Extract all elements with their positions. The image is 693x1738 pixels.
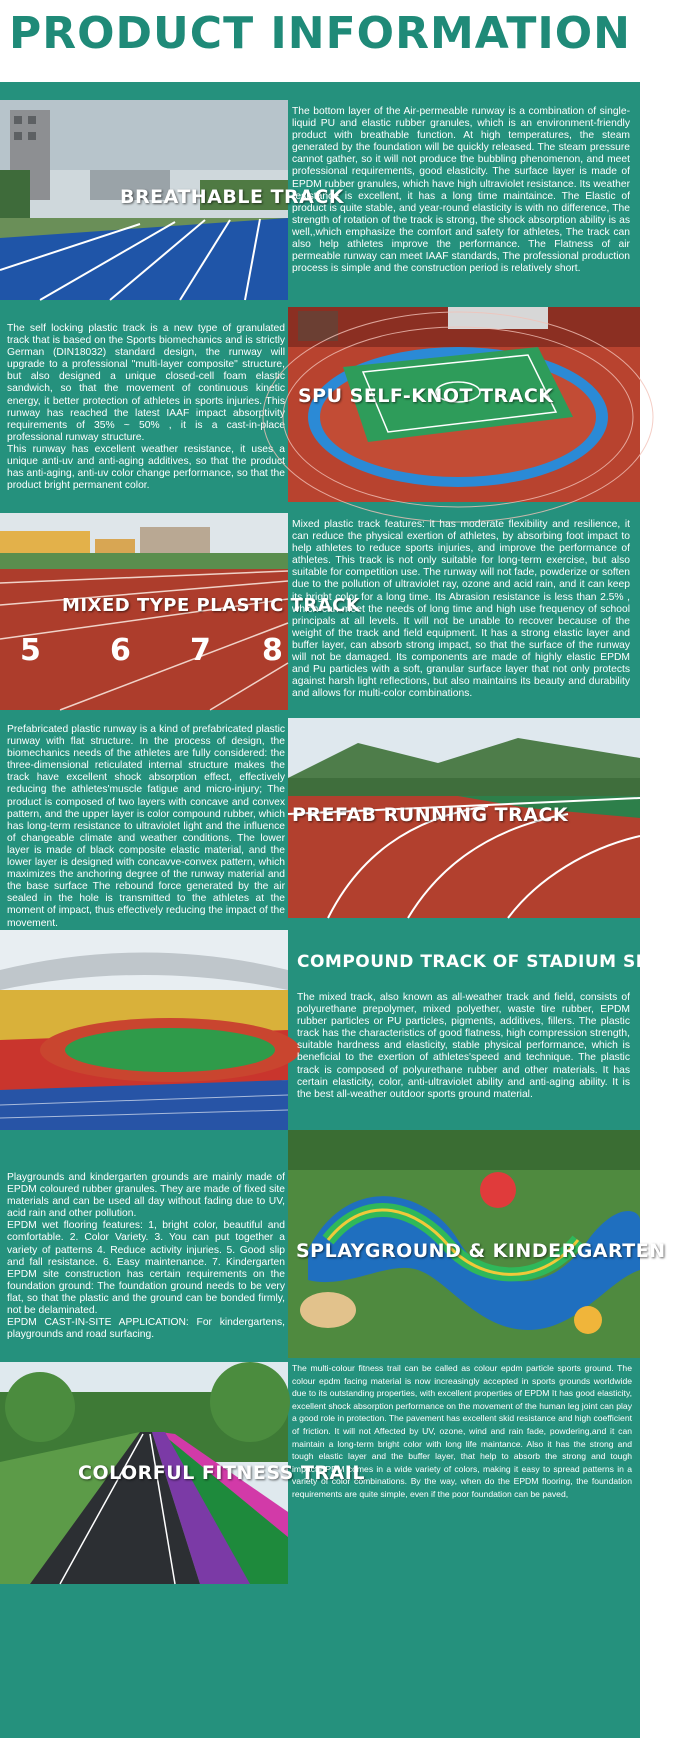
page-header [0, 0, 640, 82]
compound-track-label: COMPOUND TRACK OF STADIUM SERIES [297, 952, 693, 972]
fitness-trail-label: COLORFUL FITNESS TRAIL [78, 1462, 365, 1484]
prefab-track-image [288, 718, 640, 918]
compound-track-description: The mixed track, also known as all-weather track and field, consists of polyurethane prepolymer, mixed polyether, waste tire rubber, EPDM rubber particles or PU particles, pigments, additives, fillers. The plastic track has the characteristics of good flatness, high compression strength, suitable hardness and elasticity, stable physical performance, which is beneficial to the exertion of athletes'speed and technique. The plastic track is composed of polyurethane rubber and other materials. It has certain elasticity, color, anti-ultraviolet ability and anti-aging ability. It is the best all-weather outdoor sports ground material. [297, 992, 630, 1100]
prefab-track-description: Prefabricated plastic runway is a kind of prefabricated plastic runway with flat structure. In the process of design, the biomechanics needs of the athletes are fully considered: the three-dimensional reticulated internal structure makes the track have excellent shock absorption effect, effectively reducing the athletes'muscle fatigue and micro-injury; The product is composed of two layers with concave and convex pattern, and the upper layer is color compound rubber, which has long-term resistance to ultraviolet light and the influence of changeable climate and weather conditions. The lower layer is made of black composite elastic material, and the lower layer is designed with concavve-convex pattern, which maximizes the anchoring degree of the runway material and the base surface The rebound force generated by the air sealed in the hole is transmitted to the athletes at the moment of impact, thus effectively reducing the impact of the movement. [7, 724, 285, 929]
section-fitness-trail [0, 1360, 640, 1738]
mixed-track-label: MIXED TYPE PLASTIC TRACK [62, 595, 361, 616]
prefab-track-label: PREFAB RUNNING TRACK [292, 804, 569, 826]
spu-track-description: The self locking plastic track is a new type of granulated track that is based on the Sports biomechanics and is strictly German (DIN18032) standard design, the runway will upgrade to a professional "multi-layer composite" structure, but also designed a unique closed-cell foam elastic sandwich, so that the movement of continuous kinetic energy, it better protection of athletes in sports injuries. This runway has reached the latest IAAF impact absorptivity requirements of 35% ~ 50% , it is a cast-in-place professional runway structure. This runway has excellent weather resistance, it uses a unique anti-uv and anti-aging additives, so that the product has anti-aging, anti-uv color change performance, so that the product bright permanent color. [7, 323, 285, 492]
mixed-track-image [0, 513, 361, 710]
playground-label: SPLAYGROUND & KINDERGARTEN [296, 1240, 666, 1262]
lane-number-7: 7 [190, 633, 211, 668]
section-playground [0, 1130, 666, 1360]
lane-number-6: 6 [110, 633, 131, 668]
page-title: PRODUCT INFORMATION [9, 8, 631, 59]
section-mixed-track [0, 505, 640, 710]
compound-track-image [0, 930, 288, 1130]
section-compound-track [0, 920, 693, 1130]
breathable-track-image [0, 100, 345, 300]
lane-number-5: 5 [20, 633, 41, 668]
mixed-track-description: Mixed plastic track features: it has moderate flexibility and resilience, it can reduce the physical exertion of athletes, by absorbing foot impact to help athletes to reduce sports injuries, and improve the performance of athletes. This track is not only suitable for long-term exercise, but also suitable for competition use. The runway will not fade, powderize or soften due to the pollution of ultraviolet ray, ozone and acid rain, and it can keep its bright color for a long time. Its Abrasion resistance is less than 2.5% , which can meet the needs of long time and high use frequency of school principals at all levels. It will not be unable to recover because of the weight of the track and field equipment. It has a strong elastic layer and buffer layer, can absorb strong impact, so that the surface of the runway will not be damaged. Its components are made of highly elastic EPDM and Pu particles with a soft, granular surface layer that not only protects against harsh light reflections, but also maintains its beauty and durability and allows for multi-color combinations. [292, 519, 630, 700]
breathable-track-label: BREATHABLE TRACK [120, 186, 345, 208]
spu-track-image [288, 307, 640, 502]
section-prefab-track [0, 710, 640, 929]
playground-description: Playgrounds and kindergarten grounds are mainly made of EPDM coloured rubber granules. They are made of fixed site materials and can be used all day without fading due to UV, acid rain and other pollution. EPDM wet flooring features: 1, bright color, beautiful and comfortable. 2. Color Variety. 3. You can put together a variety of patterns 4. Reduce activity injuries. 5. Good slip and fall resistance. 6. Easy maintenance. 7. Kindergarten EPDM site construction has certain requirements on the foundation ground: The foundation ground needs to be very flat, so that the plastic and the ground can be bonded firmly, not be delaminated. EPDM CAST-IN-SITE APPLICATION: For kindergartens, playgrounds and road surfacing. [7, 1172, 285, 1341]
spu-track-label: SPU SELF-KNOT TRACK [298, 385, 554, 407]
content-area [0, 82, 693, 1738]
lane-number-8: 8 [262, 633, 283, 668]
fitness-trail-description: The multi-colour fitness trail can be called as colour epdm particle sports ground. The colour epdm facing material is now increasingly accepted in sports grounds worldwide due to its outstanding properties, with excellent properties of EPDM It has good elasticity, excellent shock absorption performance on the movement of the human leg joint can play a good role in protection. The pavement has excellent skid resistance and high coefficient of friction. It will not Affected by UV, ozone, wind and rain fade, powdering,and it can maintain a long-term bright color with long life maintance. Also it has the strong and tough elastic layer and the buffer layer, that help to absorb the strong and tough impact.EPDM comes in a wide variety of colors, making it easy to spread patterns in a variety of color combinations. By the way, when do the EPDM flooring, the foundation requirements are quite simple, even if the poor foundation can be paved, [292, 1363, 632, 1499]
playground-image [288, 1130, 666, 1358]
section-spu-track [0, 307, 640, 505]
fitness-trail-image [0, 1362, 365, 1584]
section-breathable-track [0, 82, 640, 307]
breathable-track-description: The bottom layer of the Air-permeable runway is a combination of single-liquid PU and elastic rubber granules, which is an environment-friendly product with breathable function. At high temperatures, the steam generated by the foundation will be quickly released. The steam pressure cannot gather, so it will not produce the bubbling phenomenon, and meet professional requirements, good elasticity. The surface layer is made of EPDM rubber granules, which have high ultraviolet resistance. Its weather resistance is excellent, it has a long time maintaince. The Elastic of product is quite stable, and year-round elasticity is with no difference, The strength of rotation of the track is strong, the shock absorption ability is as well,,which emphasize the comfort and safety for athletes, The track can also help athletes improve the performance. The Flatness of air permeable runway can meet IAAF standards, The professional production process is simple and the construction period is relatively short. [292, 106, 630, 275]
